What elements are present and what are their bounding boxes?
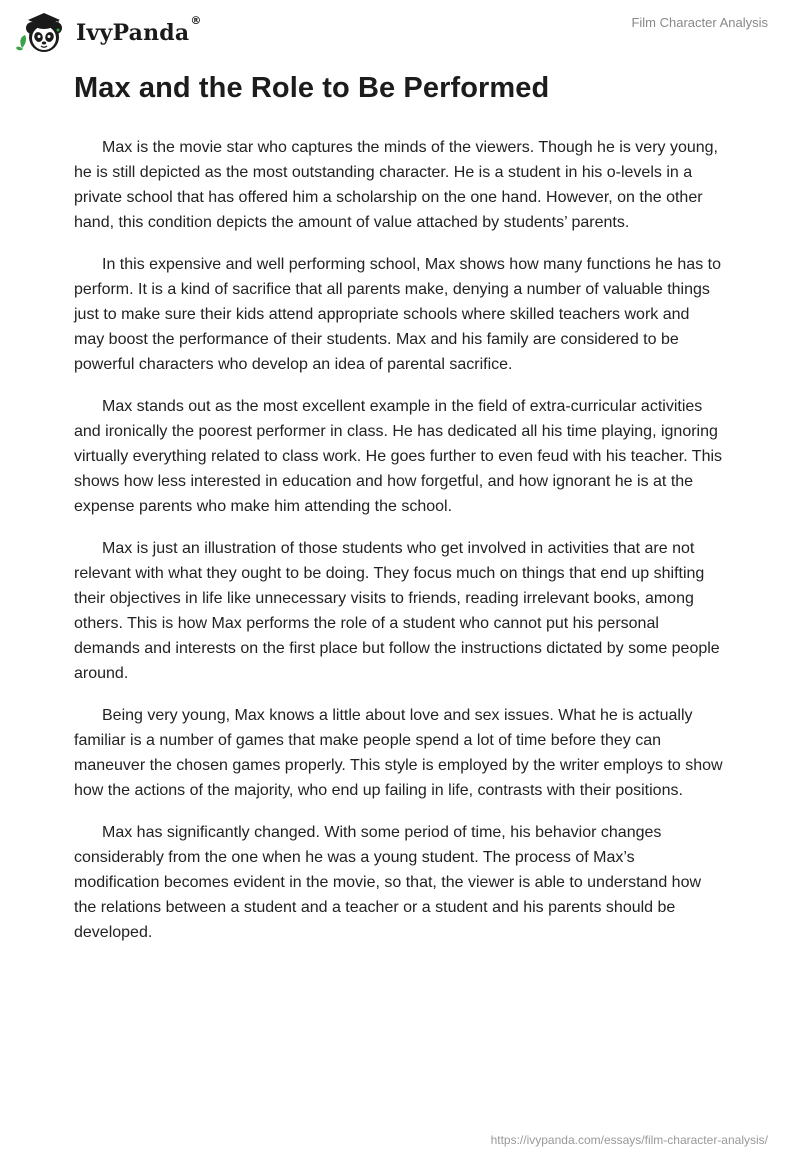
- paragraph: Max stands out as the most excellent example in the field of extra-curricular activities and ironically the poorest performer in class. He has dedicated all his time playing, ignoring virtually everything related to class work. He goes further to even feud with his teacher. This shows how less interested in education and how forgetful, and how ignorant he is at the expense parents who make him attending the school.: [74, 398, 723, 515]
- page-header: [0, 0, 800, 64]
- paragraph: In this expensive and well performing school, Max shows how many functions he has to perform. It is a kind of sacrifice that all parents make, denying a number of valuable things just to make sure their kids attend appropriate schools where skilled teachers work and may boost the performance of their students. Max and his family are considered to be powerful characters who develop an idea of parental sacrifice.: [74, 256, 721, 373]
- panda-graduate-icon: [16, 8, 72, 56]
- paragraph: Max has significantly changed. With some period of time, his behavior changes considerably from the one when he was a young student. The process of Max’s modification becomes evident in the movie, so that, the viewer is able to understand how the relations between a student and a teacher or a student and his parents should be developed.: [74, 824, 702, 941]
- paragraph: Being very young, Max knows a little about love and sex issues. What he is actually familiar is a number of games that make people spend a lot of time before they can maneuver the chosen games properly. This style is employed by the writer employs to show how the actions of the majority, who end up failing in life, contrasts with their positions.: [74, 707, 723, 799]
- brand-name: IvyPanda®: [76, 14, 202, 46]
- page-title: Max and the Role to Be Performed: [74, 72, 550, 104]
- paragraph: Max is the movie star who captures the minds of the viewers. Though he is very young, he is still depicted as the most outstanding character. He is a student in his o-levels in a private school that has offered him a scholarship on the one hand. However, on the other hand, this condition depicts the amount of value attached by students’ parents.: [74, 139, 718, 231]
- running-title: Film Character Analysis: [631, 15, 768, 30]
- paragraph: Max is just an illustration of those students who get involved in activities that are not relevant with what they ought to be doing. They focus much on things that end up shifting their objectives in life like unnecessary visits to friends, reading irrelevant books, among others. This is how Max performs the role of a student who cannot put his personal demands and interests on the first place but follow the instructions dictated by some people around.: [74, 540, 720, 682]
- ivypanda-logo[interactable]: [16, 8, 202, 56]
- article-body: [74, 135, 724, 962]
- source-url[interactable]: https://ivypanda.com/essays/film-character-analysis/: [490, 1133, 768, 1147]
- registered-mark: ®: [190, 14, 202, 27]
